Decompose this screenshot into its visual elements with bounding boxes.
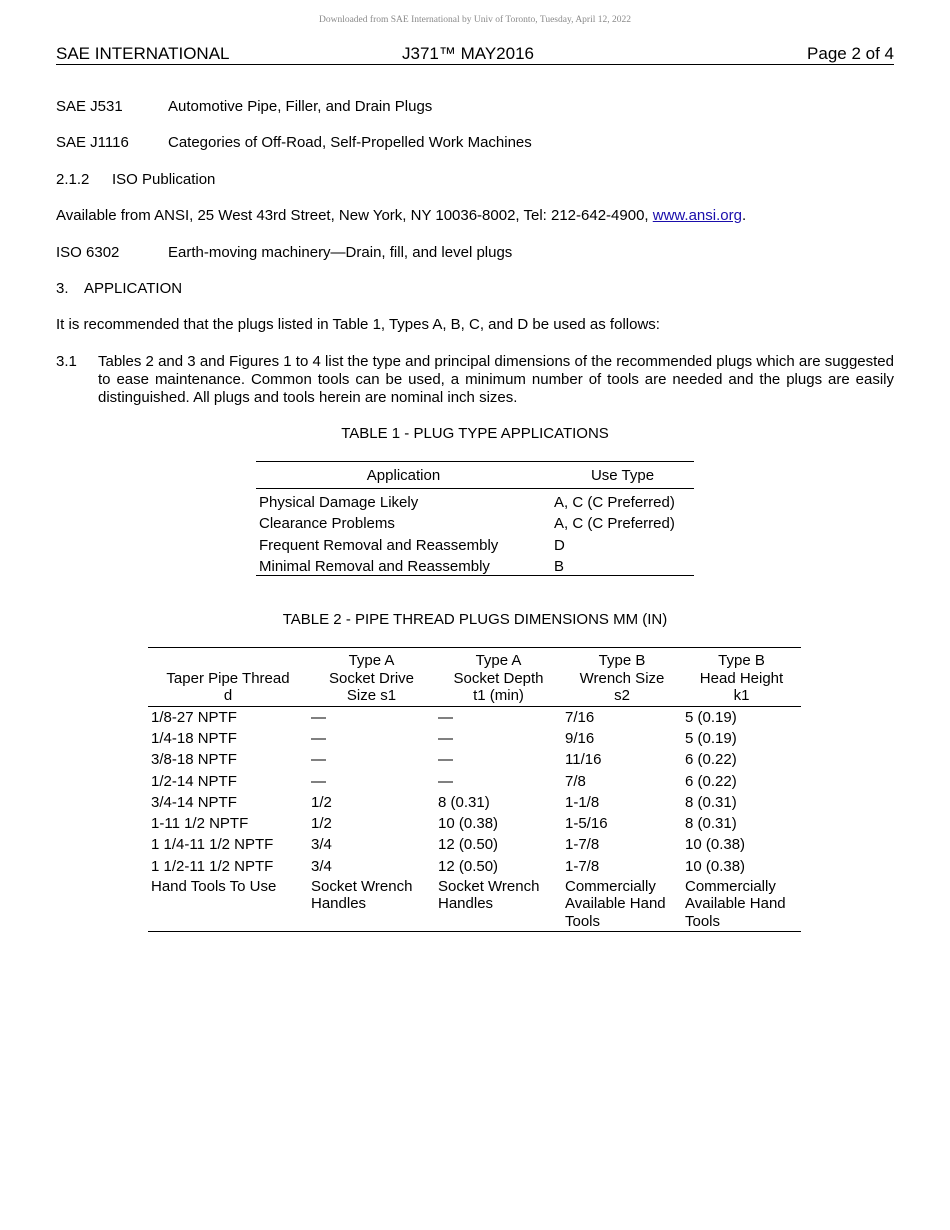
table-cell: — [311, 708, 326, 726]
table-cell: 1/2-14 NPTF [151, 772, 237, 790]
table-cell: 3/4-14 NPTF [151, 793, 237, 811]
table-cell: 7/8 [565, 772, 586, 790]
header-org: SAE INTERNATIONAL [56, 44, 230, 63]
table-cell: Minimal Removal and Reassembly [259, 558, 490, 575]
ansi-availability [56, 207, 746, 224]
table-cell: Clearance Problems [259, 515, 395, 532]
table-cell: 1 1/2-11 1/2 NPTF [151, 857, 274, 875]
table-cell: 6 (0.22) [685, 751, 737, 769]
reference-code: SAE J1116 [56, 134, 129, 151]
section-number: 3. [56, 280, 69, 297]
header-doc-id: J371™ MAY2016 [402, 44, 534, 63]
paragraph-text: Tables 2 and 3 and Figures 1 to 4 list the type and principal dimensions of the recommended plugs which are suggested to ease maintenance. Common tools can be used, a minimum number of tools are needed and the plugs are easily distinguished. All plugs and tools herein are nominal inch sizes. [98, 353, 894, 406]
table-cell: B [554, 558, 565, 575]
table-row [148, 706, 801, 728]
table-cell: 8 (0.31) [438, 793, 490, 811]
section-title: ISO Publication [112, 171, 216, 188]
table-cell: — [438, 708, 453, 726]
availability-text: Available from ANSI, 25 West 43rd Street, New York, NY 10036-8002, Tel: 212-642-4900, [56, 207, 653, 224]
section-2-1-2-heading [56, 171, 215, 188]
table-2-title: TABLE 2 - PIPE THREAD PLUGS DIMENSIONS MM (IN) [282, 611, 668, 628]
table-header-row [256, 462, 694, 489]
table-cell: Socket Wrench Handles [311, 877, 413, 913]
table-row [148, 749, 801, 770]
table-cell: 1-7/8 [565, 857, 600, 875]
reference-title: Earth-moving machinery—Drain, fill, and level plugs [168, 244, 513, 261]
section-3-heading [56, 280, 182, 297]
column-header-head-height: Type B Head Height k1 [682, 648, 801, 707]
table-cell: — [311, 729, 326, 747]
table-cell: 1/8-27 NPTF [151, 708, 237, 726]
reference-code: SAE J531 [56, 98, 123, 115]
table-cell: Frequent Removal and Reassembly [259, 536, 499, 554]
table-cell: Hand Tools To Use [151, 877, 277, 895]
table-cell: — [438, 729, 453, 747]
column-header-application: Application [256, 462, 551, 489]
table-cell: 1-1/8 [565, 793, 600, 811]
table-cell: 1-7/8 [565, 836, 600, 854]
header-page-number: Page 2 of 4 [807, 44, 894, 63]
table-cell: 1-5/16 [565, 815, 608, 833]
table-row-hand-tools [148, 877, 801, 932]
table-1-plug-type-applications [256, 461, 694, 576]
table-cell: A, C (C Preferred) [554, 515, 675, 532]
table-cell: 9/16 [565, 729, 595, 747]
table-cell: 1 1/4-11 1/2 NPTF [151, 836, 274, 854]
table-cell: 8 (0.31) [685, 815, 737, 833]
table-2-pipe-thread-plug-dimensions [148, 647, 801, 932]
table-cell: 12 (0.50) [438, 857, 499, 875]
table-cell: — [311, 751, 326, 769]
table-row [148, 792, 801, 813]
paragraph-number: 3.1 [56, 353, 77, 370]
ansi-link[interactable]: www.ansi.org [652, 207, 742, 224]
table-row [148, 813, 801, 834]
table-1-title: TABLE 1 - PLUG TYPE APPLICATIONS [341, 425, 609, 442]
table-cell: 11/16 [565, 751, 602, 769]
reference-title: Categories of Off-Road, Self-Propelled Work Machines [168, 134, 532, 151]
table-cell: D [554, 536, 565, 554]
table-cell: 1-11 1/2 NPTF [151, 815, 249, 833]
table-cell: Physical Damage Likely [259, 493, 419, 511]
table-cell: 5 (0.19) [685, 708, 737, 726]
table-cell: A, C (C Preferred) [554, 493, 675, 511]
table-row [148, 728, 801, 749]
table-cell: 7/16 [565, 708, 595, 726]
table-cell: 1/4-18 NPTF [151, 729, 237, 747]
table-cell: 6 (0.22) [685, 772, 737, 790]
table-cell: 3/4 [311, 836, 332, 854]
table-cell: — [438, 751, 453, 769]
reference-sae-j1116 [56, 134, 532, 151]
column-header-socket-depth: Type A Socket Depth t1 (min) [435, 648, 562, 707]
table-row [256, 489, 694, 511]
table-cell: 1/2 [311, 793, 332, 811]
table-cell: 10 (0.38) [438, 815, 499, 833]
reference-iso-6302 [56, 244, 512, 261]
reference-code: ISO 6302 [56, 244, 120, 261]
table-cell: 5 (0.19) [685, 729, 737, 747]
table-cell: 1/2 [311, 815, 332, 833]
table-row [148, 834, 801, 855]
table-row [256, 554, 694, 576]
table-cell: 12 (0.50) [438, 836, 499, 854]
table-cell: Socket Wrench Handles [438, 877, 540, 913]
column-header-socket-drive-size: Type A Socket Drive Size s1 [308, 648, 435, 707]
download-watermark: Downloaded from SAE International by Univ of Toronto, Tuesday, April 12, 2022 [318, 15, 631, 25]
table-cell: 8 (0.31) [685, 793, 737, 811]
availability-period: . [741, 207, 747, 224]
column-header-use-type: Use Type [551, 462, 694, 489]
table-cell: 10 (0.38) [685, 857, 746, 875]
section-number: 2.1.2 [56, 171, 90, 188]
paragraph-3-1 [56, 353, 894, 407]
table-row [256, 532, 694, 554]
table-row [256, 511, 694, 533]
table-row [148, 770, 801, 791]
table-header-row [148, 648, 801, 707]
table-cell: 10 (0.38) [685, 836, 746, 854]
table-row [148, 856, 801, 877]
column-header-wrench-size: Type B Wrench Size s2 [562, 648, 682, 707]
column-header-taper-pipe-thread: Taper Pipe Thread d [148, 648, 308, 707]
table-cell: — [311, 772, 326, 790]
reference-sae-j531 [56, 98, 432, 115]
table-cell: 3/8-18 NPTF [151, 751, 237, 769]
table-cell: Commercially Available Hand Tools [565, 877, 666, 930]
page-header [56, 44, 894, 65]
table-cell: 3/4 [311, 857, 332, 875]
reference-title: Automotive Pipe, Filler, and Drain Plugs [168, 98, 433, 115]
section-title: APPLICATION [84, 280, 183, 297]
application-intro: It is recommended that the plugs listed in Table 1, Types A, B, C, and D be used as follows: [56, 316, 660, 333]
table-cell: — [438, 772, 453, 790]
table-cell: Commercially Available Hand Tools [685, 877, 786, 930]
